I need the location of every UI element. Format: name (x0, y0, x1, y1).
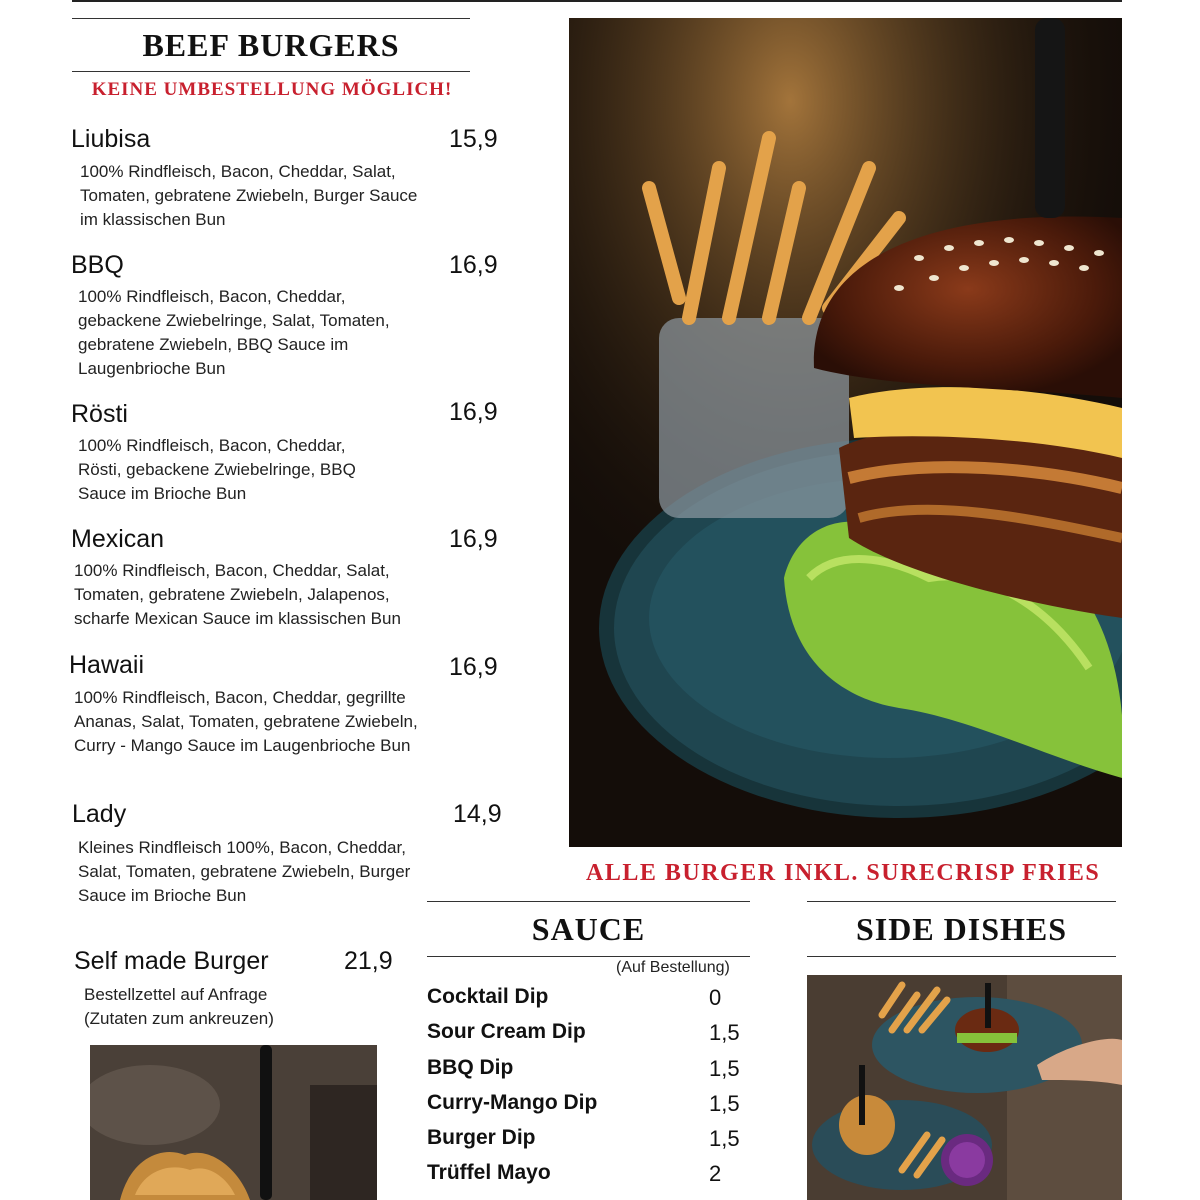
sauce-price: 1,5 (709, 1091, 740, 1116)
menu-item-description: 100% Rindfleisch, Bacon, Cheddar, gegrillte Ananas, Salat, Tomaten, gebratene Zwiebeln, Curry - Mango Sauce im Laugenbrioche Bun (74, 688, 418, 755)
beef-burger-photo (569, 18, 1122, 847)
sauce-name: BBQ Dip (427, 1056, 514, 1079)
list-item (427, 1126, 740, 1156)
self-made-burger-note: (Zutaten zum ankreuzen) (84, 1009, 274, 1028)
sauce-price: 0 (709, 985, 722, 1010)
list-item (427, 1161, 727, 1191)
self-made-burger-name: Self made Burger (74, 947, 269, 975)
menu-item-description: 100% Rindfleisch, Bacon, Cheddar, Rösti, gebackene Zwiebelringe, BBQ Sauce im Brioche Bun (78, 436, 356, 503)
menu-item-name: Liubisa (71, 125, 151, 153)
sauce-price: 1,5 (709, 1020, 740, 1045)
sauce-price: 1,5 (709, 1126, 740, 1151)
menu-item-name: Mexican (71, 525, 165, 553)
sauce-order-note: (Auf Bestellung) (616, 959, 730, 976)
side-dishes-photo (807, 975, 1122, 1200)
menu-item-description: 100% Rindfleisch, Bacon, Cheddar, Salat, Tomaten, gebratene Zwiebeln, Burger Sauce im klassischen Bun (80, 162, 418, 229)
self-made-burger-note: Bestellzettel auf Anfrage (84, 985, 268, 1004)
list-item (427, 1020, 740, 1050)
top-rule (72, 0, 1122, 2)
list-item (427, 1056, 740, 1086)
menu-item-description: 100% Rindfleisch, Bacon, Cheddar, gebackene Zwiebelringe, Salat, Tomaten, gebratene Zwiebeln, BBQ Sauce im Laugenbrioche Bun (78, 287, 390, 378)
sauce-price: 1,5 (709, 1056, 740, 1081)
no-reorder-notice: KEINE UMBESTELLUNG MÖGLICH! (91, 79, 453, 100)
list-item (427, 1091, 740, 1121)
sauce-name: Curry-Mango Dip (427, 1091, 598, 1114)
side-dishes-heading: SIDE DISHES (807, 901, 1116, 957)
beef-burgers-heading: BEEF BURGERS (72, 18, 470, 72)
self-made-burger-price: 21,9 (344, 947, 393, 975)
fries-included-notice: ALLE BURGER INKL. SURECRISP FRIES (586, 860, 1101, 886)
menu-item-price: 16,9 (449, 398, 498, 426)
sauce-heading: SAUCE (427, 901, 750, 957)
menu-item-name: Lady (72, 800, 127, 828)
self-made-burger-photo (90, 1045, 377, 1200)
menu-item-name: Hawaii (69, 651, 145, 679)
sauce-name: Trüffel Mayo (427, 1161, 551, 1184)
list-item (427, 985, 727, 1015)
menu-item-description: 100% Rindfleisch, Bacon, Cheddar, Salat, Tomaten, gebratene Zwiebeln, Jalapenos, scharfe Mexican Sauce im klassischen Bun (74, 561, 401, 628)
sauce-name: Cocktail Dip (427, 985, 549, 1008)
sauce-name: Burger Dip (427, 1126, 536, 1149)
menu-item-description: Kleines Rindfleisch 100%, Bacon, Cheddar, Salat, Tomaten, gebratene Zwiebeln, Burger Sauce im Brioche Bun (78, 838, 411, 905)
menu-item-price: 15,9 (449, 125, 498, 153)
sauce-price: 2 (709, 1161, 722, 1186)
menu-item-price: 16,9 (449, 251, 498, 279)
menu-item-name: Rösti (71, 400, 128, 428)
menu-item-name: BBQ (71, 251, 124, 279)
menu-item-price: 16,9 (449, 653, 498, 681)
menu-item-price: 16,9 (449, 525, 498, 553)
sauce-name: Sour Cream Dip (427, 1020, 586, 1043)
menu-item-price: 14,9 (453, 800, 502, 828)
